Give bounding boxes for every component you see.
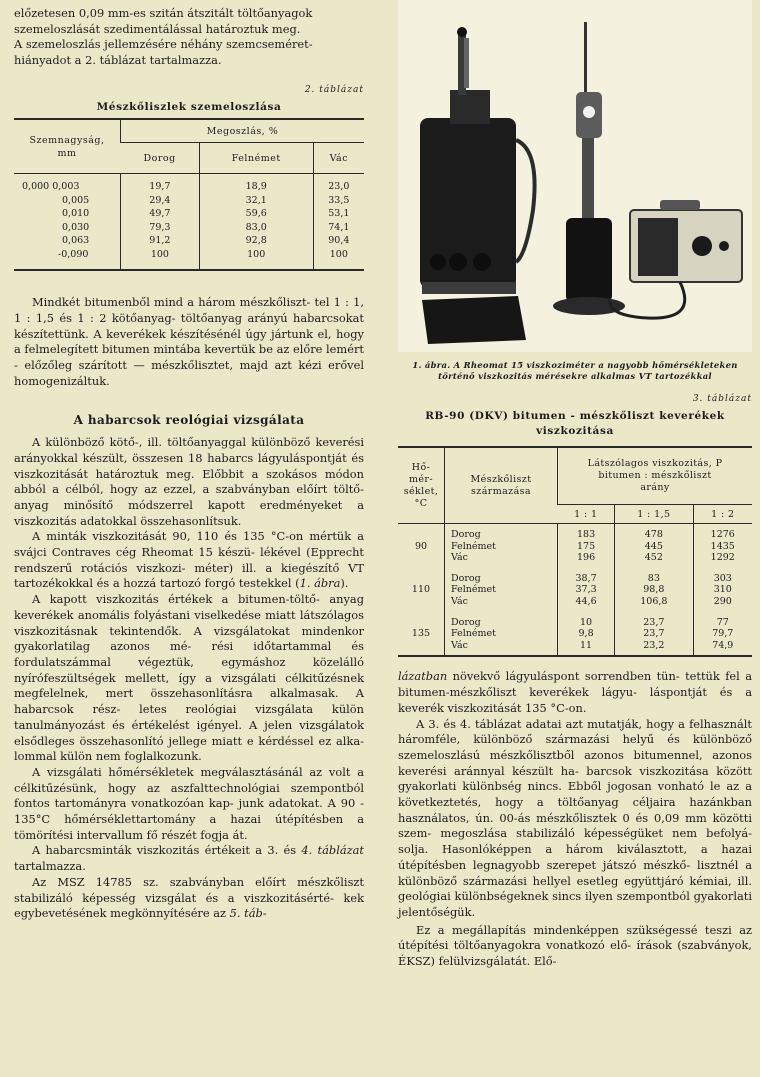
value-cell <box>615 612 693 657</box>
value-cell: 49,7 <box>121 207 200 221</box>
value: 1435 <box>710 540 735 552</box>
size-cell: 0,010 <box>62 208 90 220</box>
origin-name: Felnémet <box>451 540 496 552</box>
value-cell <box>693 568 752 612</box>
size-cell: -0,090 <box>58 248 89 260</box>
value-cell <box>558 568 615 612</box>
value: 74,9 <box>712 639 734 651</box>
size-cell: 0,000 0,003 <box>22 181 80 193</box>
value: 478 <box>644 529 663 541</box>
value-cell: 19,7 <box>121 174 200 194</box>
table-row <box>398 524 752 568</box>
table2-body <box>14 174 364 271</box>
table-reference: 5. táb- <box>229 906 267 921</box>
para6-text: A habarcsminták viszkozitás értékeit a 3. és <box>32 843 302 858</box>
value: 9,8 <box>578 628 594 640</box>
table2-number: 2. táblázat <box>304 84 364 95</box>
table3-origin-header <box>445 447 558 524</box>
origin-name: Felnémet <box>451 628 496 640</box>
value-cell: 33,5 <box>313 194 364 208</box>
value-cell: 91,2 <box>121 234 200 248</box>
table-reference: lázatban <box>398 669 448 684</box>
value: 10 <box>580 616 593 628</box>
table2-col-felnemet: Felnémet <box>199 143 313 174</box>
value: 183 <box>577 529 596 541</box>
para3-text: A minták viszkozitását 90, 110 és 135 °C-on mértük a svájci Contraves cég Rheomat 15 készü- lékével (Epprecht rendszerű rotációs viszkozi- méter) ill. a kiegészítő VT tartozékokkal és a hozzá tartozó forgó testekkel ( <box>14 529 364 591</box>
table2-col-group: Megoszlás, % <box>121 119 365 143</box>
table2-title: Mészkőliszlek szemeloszlása <box>96 100 282 113</box>
value: 1292 <box>710 552 735 564</box>
value-cell: 92,8 <box>199 234 313 248</box>
table-row <box>398 568 752 612</box>
table3 <box>398 446 752 657</box>
table-row <box>14 248 364 271</box>
value-cell: 74,1 <box>313 221 364 235</box>
table3-temp-header <box>398 447 445 524</box>
origin-name: Dorog <box>451 616 481 628</box>
table3-title: RB-90 (DKV) bitumen - mészkőliszt keverékek viszkozitása <box>425 409 725 438</box>
value: 77 <box>716 616 729 628</box>
size-cell: 0,063 <box>62 235 90 247</box>
value: 98,8 <box>643 584 665 596</box>
value: 37,3 <box>575 584 597 596</box>
value: 452 <box>644 552 663 564</box>
group-header-line: arány <box>640 482 670 494</box>
left-paragraph-2: A különböző kötő-, ill. töltőanyaggal különböző keverési arányokkal készült, összesen 18 habarcs lágyuláspontját és viszkozitását határoztuk meg. Előbbit a szokásos módon abból a célból, hogy az ezzel, a szabványban előírt töltő- anyag minősítő módszerrel kapott eredményeket a viszkozitás adatokkal összehasonlítsuk. <box>14 435 364 528</box>
ratio-header: 1 : 1,5 <box>615 505 693 524</box>
table-row <box>14 174 364 194</box>
value-cell: 18,9 <box>199 174 313 194</box>
table3-group-135 <box>398 612 752 657</box>
value-cell: 53,1 <box>313 207 364 221</box>
table2 <box>14 118 364 271</box>
para6-end: tartalmazza. <box>14 859 86 874</box>
value-cell <box>693 524 752 568</box>
temp-header-line: mér- <box>409 473 433 485</box>
table3-number: 3. táblázat <box>692 394 752 404</box>
base-plate <box>422 296 526 344</box>
value: 445 <box>644 540 663 552</box>
para3-end: ). <box>340 576 349 591</box>
value: 44,6 <box>575 596 597 608</box>
value: 175 <box>577 540 596 552</box>
size-header-line-1: Szemnagyság, <box>29 134 105 146</box>
para1-text: növekvő lágyuláspont sorrendben tün- tettük fel a bitumen-mészkőliszt keverékek lágyu- láspontját és a keverék viszkozitását 135 °C-on. <box>398 669 752 715</box>
table3-group-90 <box>398 524 752 568</box>
left-paragraph-6 <box>14 843 364 874</box>
value: 79,7 <box>712 628 734 640</box>
value: 11 <box>580 639 593 651</box>
right-paragraph-3: Ez a megállapítás mindenképpen szükségessé teszi az útépítési töltőanyagokra vonatkozó elő- írások (szabványok, ÉKSZ) felülvizsgálatát. Elő- <box>398 922 752 969</box>
temp-cell: 90 <box>414 540 428 552</box>
intro-line-3: A szemeloszlás jellemzésére néhány szemcseméret- <box>14 37 313 52</box>
group-header-line: bitumen : mészkőliszt <box>598 470 712 482</box>
temp-cell: 110 <box>411 584 431 596</box>
ratio-header: 1 : 2 <box>693 505 752 524</box>
section-title: A habarcsok reológiai vizsgálata <box>73 413 305 428</box>
value-cell <box>558 612 615 657</box>
table-row <box>14 234 364 248</box>
group-header-line: Látszólagos viszkozitás, P <box>587 458 723 470</box>
value: 1276 <box>710 529 735 541</box>
value-cell <box>615 524 693 568</box>
intro-line-1: előzetesen 0,09 mm-es szitán átszitált töltőanyagok <box>14 6 313 20</box>
value: 23,7 <box>643 616 665 628</box>
value-cell: 100 <box>313 248 364 271</box>
figure-caption: 1. ábra. A Rheomat 15 viszkoziméter a nagyobb hőmérsékleteken történő viszkozitás mérésekre alkalmas VT tartozékkal <box>412 360 738 381</box>
left-paragraph-7 <box>14 875 364 922</box>
value: 303 <box>713 572 732 584</box>
left-paragraph-1: Mindkét bitumenből mind a három mészkőliszt- tel 1 : 1, 1 : 1,5 és 1 : 2 kötőanyag- töltőanyag arányú habarcsokat készítettünk. A keverékek készítésénél úgy jártunk el, hogy a felmelegített bitumen mintába kevertük be az előre lemért - előzőleg szárított — mészkőlisztet, majd azt kézi erővel homogenizáltuk. <box>14 295 364 388</box>
rheomat-apparatus-image <box>398 0 752 352</box>
origin-cell <box>445 568 558 612</box>
right-paragraph-2: A 3. és 4. táblázat adatai azt mutatják, hogy a felhasznált háromféle, különböző származási helyű és különböző szemeloszlású mészkőlisztből azonos bitumennel, azonos keverési aránnyal készült ha- barcsok viszkozitása között gyakorlati különbség nincs. Ebből jogosan vonható le az a következtetés, hogy a töltőanyag céljaira hazánkban használatos, ún. 00-ás mészkőlisztek 0 és 0,09 mm közötti szem- megoszlása stabilizáló képességüket nem befolyá- solja. Hasonlóképpen a három kiválasztott, a hazai útépítésben legnagyobb szerepet játszó mészkő- lisztnél a különböző származási hellyel esetleg együttjáró kémiai, ill. geológiai különbségeknek sincs ilyen szempontból gyakorlati jelentőségük. <box>398 716 752 919</box>
left-paragraph-3 <box>14 529 364 592</box>
value: 23,7 <box>643 628 665 640</box>
para7-text: Az MSZ 14785 sz. szabványban előírt mészkőliszt stabilizáló képesség vizsgálat és a viszkozitásérté- kek egybevetésének megkönnyítésére az <box>14 874 364 921</box>
origin-name: Felnémet <box>451 584 496 596</box>
value-cell: 100 <box>199 248 313 271</box>
size-cell: 0,030 <box>62 221 90 233</box>
measuring-cylinder <box>566 218 612 302</box>
origin-name: Vác <box>451 596 468 608</box>
left-column <box>14 0 364 922</box>
table2-col-vac: Vác <box>313 143 364 174</box>
origin-header-line: Mészkőliszt <box>470 473 532 485</box>
temp-header-line: °C <box>414 497 428 509</box>
figure-reference: 1. ábra <box>299 576 341 591</box>
value: 38,7 <box>575 572 597 584</box>
value-cell: 23,0 <box>313 174 364 194</box>
value-cell <box>615 568 693 612</box>
value: 290 <box>713 596 732 608</box>
value: 196 <box>577 552 596 564</box>
temp-header-line: Hő- <box>411 461 431 473</box>
value: 83 <box>647 572 660 584</box>
table3-group-110 <box>398 568 752 612</box>
origin-name: Vác <box>451 552 468 564</box>
value-cell: 90,4 <box>313 234 364 248</box>
origin-cell <box>445 612 558 657</box>
temp-header-line: séklet, <box>403 485 439 497</box>
table-row <box>14 221 364 235</box>
table-reference: 4. táblázat <box>301 843 364 858</box>
value-cell <box>558 524 615 568</box>
value-cell <box>693 612 752 657</box>
size-header-line-2: mm <box>57 147 77 159</box>
table2-size-header <box>14 119 121 174</box>
right-paragraph-1 <box>398 669 752 716</box>
left-paragraph-5: A vizsgálati hőmérsékletek megválasztásánál az volt a célkitűzésünk, hogy az aszfalttechnológiai szempontból fontos tartományra vonatkozóan kap- junk adatokat. A 90 - 135°C hőmérséklettartomány a hazai útépítésben a tömörítési intervallum fő részét fogja át. <box>14 764 364 842</box>
value-cell: 83,0 <box>199 221 313 235</box>
viscometer-photo <box>398 0 752 352</box>
value-cell: 59,6 <box>199 207 313 221</box>
value: 23,2 <box>643 639 665 651</box>
size-cell: 0,005 <box>62 194 90 206</box>
intro-line-4: hiányadot a 2. táblázat tartalmazza. <box>14 53 222 68</box>
value: 310 <box>713 584 732 596</box>
origin-name: Vác <box>451 639 468 651</box>
origin-header-line: származása <box>471 485 531 497</box>
origin-cell <box>445 524 558 568</box>
origin-name: Dorog <box>451 572 481 584</box>
value-cell: 79,3 <box>121 221 200 235</box>
table-row <box>14 207 364 221</box>
value: 106,8 <box>640 596 668 608</box>
intro-line-2: szemeloszlását szedimentálással határoztuk meg. <box>14 21 301 36</box>
value-cell: 32,1 <box>199 194 313 208</box>
table2-col-dorog: Dorog <box>121 143 200 174</box>
table-row <box>14 194 364 208</box>
right-column <box>398 0 752 970</box>
table3-group-header <box>558 447 753 505</box>
value-cell: 29,4 <box>121 194 200 208</box>
value-cell: 100 <box>121 248 200 271</box>
left-paragraph-4: A kapott viszkozitás értékek a bitumen-töltő- anyag keverékek anomális folyástani viselkedése miatt látszólagos viszkozitásnak tekintendők. A vizsgálatokat mindenkor gyakorlatilag azonos mé- rési időtartammal és fordulatszámmal végeztük, egymáshoz közelálló nyírófeszültségek mellett, így a vizsgálati célkitűzésnek megfelelnek, mert összehasonlításra alkalmasak. A habarcsok rész- letes reológiai vizsgálata külön tanulmányozást és értékelést igényel. A jelen vizsgálatok elsődleges összehasonlító jellege miatt e kérdéssel ez alka- lommal külön nem foglalkozunk. <box>14 592 364 764</box>
ratio-header: 1 : 1 <box>558 505 615 524</box>
temp-cell: 135 <box>411 628 431 640</box>
origin-name: Dorog <box>451 529 481 541</box>
table-row <box>398 612 752 657</box>
